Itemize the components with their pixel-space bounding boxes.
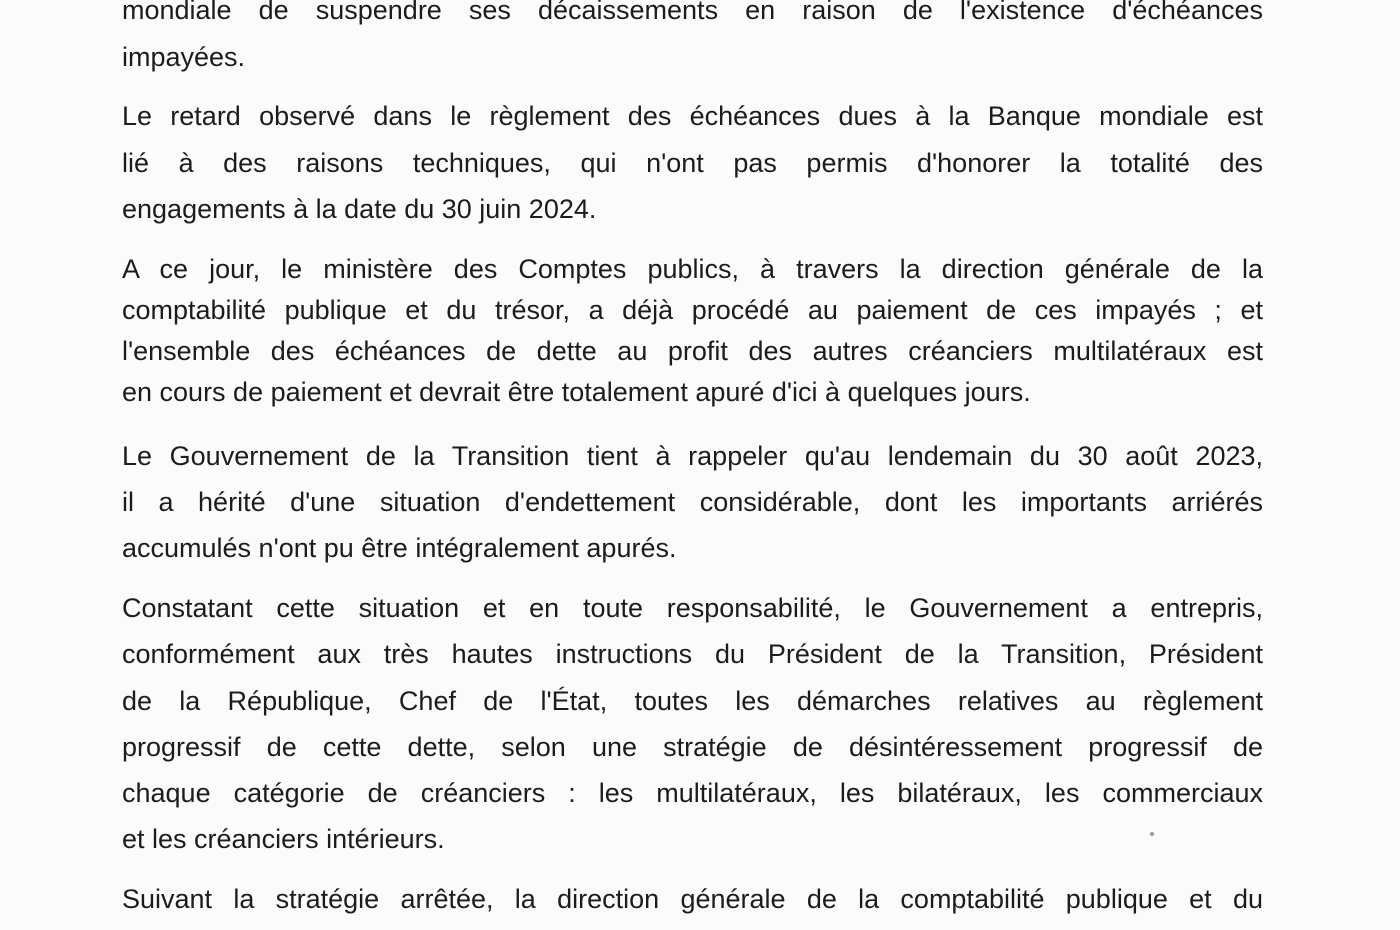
paragraph-1-line-1: mondiale de suspendre ses décaissements en raison de l'existence d'échéances	[122, 0, 1263, 25]
paragraph-4-line-2: il a hérité d'une situation d'endettement considérable, dont les importants arriérés	[122, 487, 1263, 517]
paragraph-5-line-4: progressif de cette dette, selon une stratégie de désintéressement progressif de	[122, 732, 1263, 762]
paragraph-6-line-1: Suivant la stratégie arrêtée, la direction générale de la comptabilité publique et du	[122, 884, 1263, 914]
paragraph-5-line-1: Constatant cette situation et en toute responsabilité, le Gouvernement a entrepris,	[122, 593, 1263, 623]
paragraph-2-line-1: Le retard observé dans le règlement des échéances dues à la Banque mondiale est	[122, 101, 1263, 131]
paragraph-3-line-1: A ce jour, le ministère des Comptes publics, à travers la direction générale de la	[122, 254, 1263, 284]
paragraph-4-line-3: accumulés n'ont pu être intégralement apurés.	[122, 533, 677, 563]
paragraph-3-line-4: en cours de paiement et devrait être totalement apuré d'ici à quelques jours.	[122, 377, 1031, 407]
paragraph-1-line-2: impayées.	[122, 42, 246, 72]
paragraph-2-line-2: lié à des raisons techniques, qui n'ont pas permis d'honorer la totalité des	[122, 148, 1263, 178]
paragraph-3-line-3: l'ensemble des échéances de dette au profit des autres créanciers multilatéraux est	[122, 336, 1263, 366]
paragraph-5-line-2: conformément aux très hautes instructions du Président de la Transition, Président	[122, 639, 1263, 669]
paragraph-5-line-5: chaque catégorie de créanciers : les multilatéraux, les bilatéraux, les commerciaux	[122, 778, 1263, 808]
paragraph-3-line-2: comptabilité publique et du trésor, a déjà procédé au paiement de ces impayés ; et	[122, 295, 1263, 325]
scan-speck	[1150, 832, 1154, 836]
paragraph-5-line-3: de la République, Chef de l'État, toutes les démarches relatives au règlement	[122, 686, 1263, 716]
paragraph-2-line-3: engagements à la date du 30 juin 2024.	[122, 194, 597, 224]
paragraph-4-line-1: Le Gouvernement de la Transition tient à rappeler qu'au lendemain du 30 août 2023,	[122, 441, 1263, 471]
paragraph-5-line-6: et les créanciers intérieurs.	[122, 824, 445, 854]
